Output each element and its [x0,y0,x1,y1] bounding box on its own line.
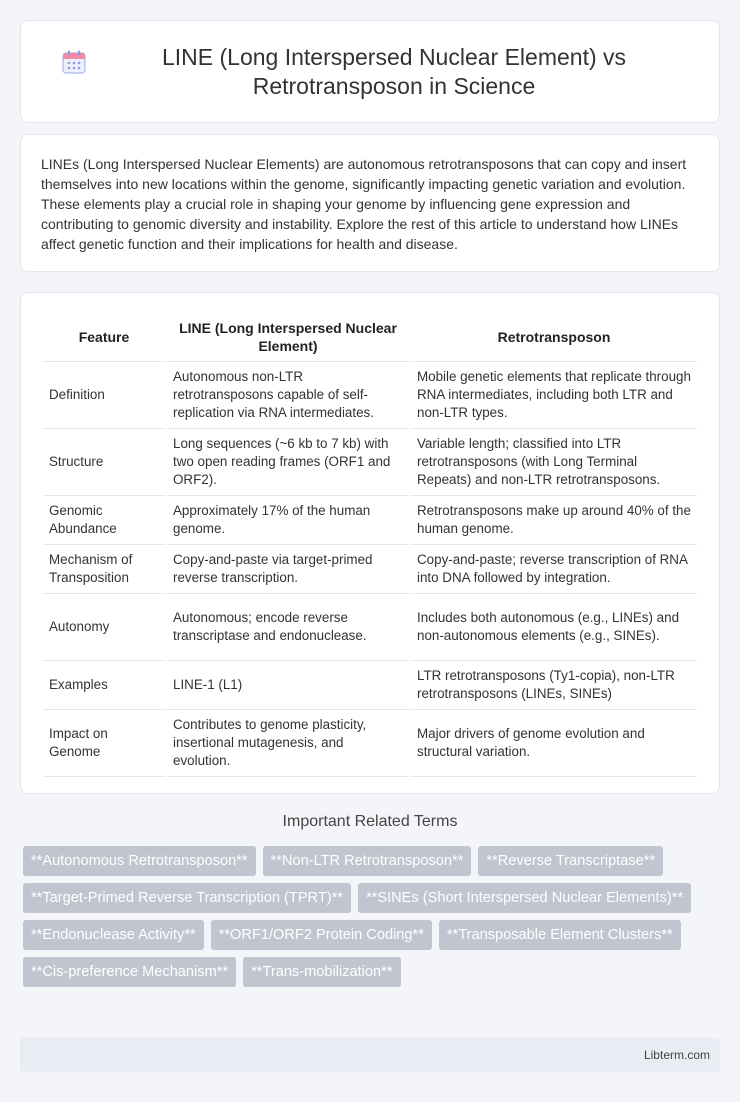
line-cell: Autonomous; encode reverse transcriptase and endonuclease. [167,594,409,661]
retrotransposon-cell: Major drivers of genome evolution and structural variation. [411,710,697,777]
feature-cell: Genomic Abundance [43,496,165,545]
related-term-tag[interactable]: **SINEs (Short Interspersed Nuclear Elements)** [358,883,691,913]
column-header: Retrotransposon [411,313,697,362]
related-term-tag[interactable]: **Autonomous Retrotransposon** [23,846,256,876]
line-cell: Long sequences (~6 kb to 7 kb) with two open reading frames (ORF1 and ORF2). [167,429,409,496]
feature-cell: Impact on Genome [43,710,165,777]
line-cell: Autonomous non-LTR retrotransposons capable of self-replication via RNA intermediates. [167,362,409,429]
retrotransposon-cell: Variable length; classified into LTR retrotransposons (with Long Terminal Repeats) and non-LTR retrotransposons. [411,429,697,496]
related-term-tag[interactable]: **ORF1/ORF2 Protein Coding** [211,920,432,950]
table-header-row [43,313,697,362]
table-row [43,710,697,777]
retrotransposon-cell: Includes both autonomous (e.g., LINEs) and non-autonomous elements (e.g., SINEs). [411,594,697,661]
table-row [43,661,697,710]
comparison-card [20,292,720,794]
feature-cell: Mechanism of Transposition [43,545,165,594]
related-term-tag[interactable]: **Endonuclease Activity** [23,920,204,950]
related-term-tag[interactable]: **Target-Primed Reverse Transcription (TPRT)** [23,883,351,913]
feature-cell: Autonomy [43,594,165,661]
related-terms-list [23,846,723,994]
page-title: LINE (Long Interspersed Nuclear Element) vs Retrotransposon in Science [161,43,627,99]
header-card [20,20,720,123]
retrotransposon-cell: Copy-and-paste; reverse transcription of RNA into DNA followed by integration. [411,545,697,594]
related-term-tag[interactable]: **Reverse Transcriptase** [478,846,663,876]
table-row [43,429,697,496]
header [61,43,679,101]
related-terms-heading: Important Related Terms [282,813,458,830]
feature-cell: Definition [43,362,165,429]
related-term-tag[interactable]: **Trans-mobilization** [243,957,400,987]
line-cell: LINE-1 (L1) [167,661,409,710]
retrotransposon-cell: LTR retrotransposons (Ty1-copia), non-LTR retrotransposons (LINEs, SINEs) [411,661,697,710]
related-term-tag[interactable]: **Non-LTR Retrotransposon** [263,846,472,876]
related-term-tag[interactable]: **Transposable Element Clusters** [439,920,681,950]
table-row [43,594,697,661]
feature-cell: Structure [43,429,165,496]
table-row [43,545,697,594]
retrotransposon-cell: Mobile genetic elements that replicate through RNA intermediates, including both LTR and non-LTR types. [411,362,697,429]
column-header: Feature [43,313,165,362]
table-row [43,496,697,545]
line-cell: Contributes to genome plasticity, insertional mutagenesis, and evolution. [167,710,409,777]
intro-paragraph: LINEs (Long Interspersed Nuclear Elements) are autonomous retrotransposons that can copy and insert themselves into new locations within the genome, significantly impacting genetic variation and evolution. These elements play a crucial role in shaping your genome by influencing gene expression and contributing to genomic diversity and instability. Explore the rest of this article to understand how LINEs affect genetic function and their implications for health and disease. [41,156,687,252]
column-header: LINE (Long Interspersed Nuclear Element) [167,313,409,362]
intro-card [20,134,720,272]
line-cell: Approximately 17% of the human genome. [167,496,409,545]
feature-cell: Examples [43,661,165,710]
line-cell: Copy-and-paste via target-primed reverse transcription. [167,545,409,594]
calendar-icon [61,49,87,75]
table-row [43,362,697,429]
retrotransposon-cell: Retrotransposons make up around 40% of the human genome. [411,496,697,545]
related-term-tag[interactable]: **Cis-preference Mechanism** [23,957,236,987]
footer [20,1038,720,1072]
footer-brand-link[interactable]: Libterm.com [643,1048,710,1062]
comparison-table [41,313,699,777]
